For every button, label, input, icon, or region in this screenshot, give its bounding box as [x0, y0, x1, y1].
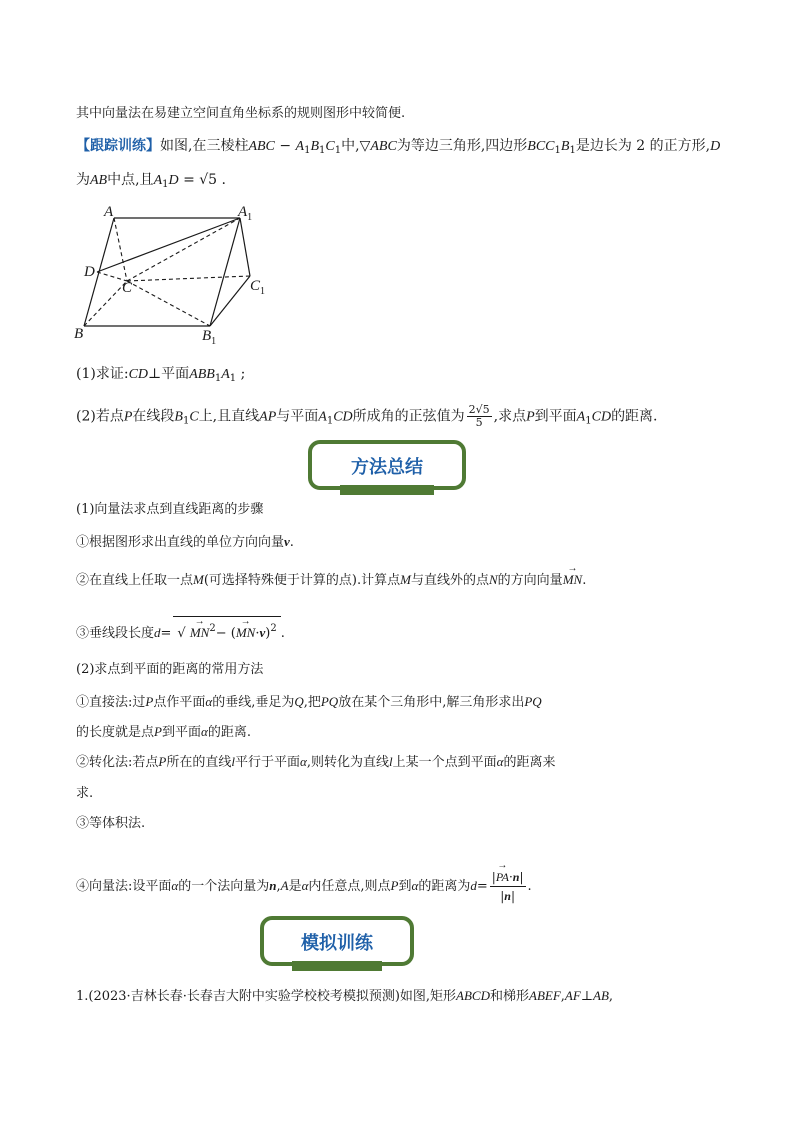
label-A1: $A_1$	[238, 206, 253, 223]
method-step-1c: ③垂线段长度d= √ → $MN^2-$ (→ MN·v)$^2$ .	[76, 616, 285, 644]
practice-problem-1: 1.(2023·吉林长春·长春吉大附中实验学校校考模拟预测)如图,矩形ABCD和梯形ABEF,AF⊥AB,	[76, 988, 614, 1004]
label-A: A	[104, 206, 114, 220]
label-B: B	[74, 326, 84, 342]
method-step-2a-line1: ①直接法:过P点作平面α的垂线,垂足为Q,把PQ放在某个三角形中,解三角形求出PQ	[76, 694, 542, 710]
method-step-2a-line2: 的长度就是点P到平面α的距离.	[76, 724, 251, 740]
method-step-2b-line2: 求.	[76, 786, 94, 801]
method-summary-badge	[308, 440, 466, 490]
follow-up-problem-line2: 为AB中点,且$A_1D = √5$ .	[76, 172, 226, 190]
follow-up-problem-line1: 【跟踪训练】如图,在三棱柱ABC − $A_1B_1C_1$中,▽ABC为等边三角形,四边形$BCC_1B_1$是边长为 2 的正方形,D	[76, 138, 721, 156]
prism-figure	[72, 206, 282, 346]
method-step-2d: ④向量法:设平面α的一个法向量为n,A是α内任意点,则点P到α的距离为d= $\frac{|\to PA\cdot n|}{|n|}$ .	[76, 868, 532, 905]
method-step-title-1: (1)向量法求点到直线距离的步骤	[76, 502, 264, 517]
practice-badge	[260, 916, 414, 966]
method-summary-title: 方法总结	[351, 457, 423, 478]
method-step-title-2: (2)求点到平面的距离的常用方法	[76, 662, 264, 677]
question-2: (2)若点P在线段$B_1C$上,且直线AP与平面$A_1CD$所成角的正弦值为 $\frac{2√5}{5}$ ,求点P到平面$A_1CD$的距离.	[76, 403, 658, 429]
practice-title: 模拟训练	[301, 933, 373, 954]
method-step-2b-line1: ②转化法:若点P所在的直线l平行于平面α,则转化为直线l上某一个点到平面α的距离来	[76, 754, 556, 770]
question-1: (1)求证:CD⊥平面$ABB_1A_1$ ;	[76, 366, 246, 384]
label-C1: $C_1$	[250, 278, 266, 297]
label-B1: $B_1$	[202, 328, 217, 346]
method-step-2c: ③等体积法.	[76, 816, 146, 831]
follow-up-tag: 【跟踪训练】	[76, 138, 160, 154]
method-step-1a: ①根据图形求出直线的单位方向向量v.	[76, 534, 294, 550]
intro-text: 其中向量法在易建立空间直角坐标系的规则图形中较简便.	[76, 106, 406, 121]
label-C: C	[122, 280, 133, 296]
method-step-1b: ②在直线上任取一点M(可选择特殊便于计算的点).计算点M与直线外的点N的方向向量→ MN.	[76, 570, 586, 591]
label-D: D	[84, 264, 95, 280]
